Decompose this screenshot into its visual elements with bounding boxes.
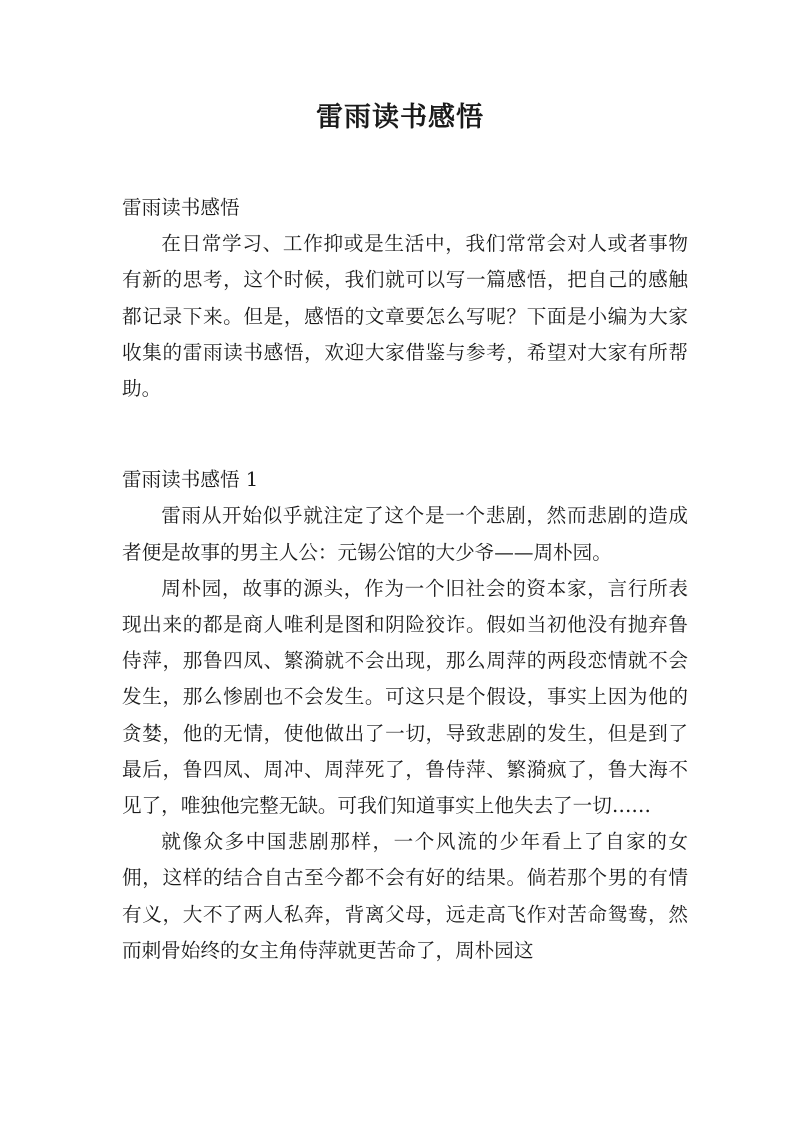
document-body (122, 190, 688, 969)
body-paragraph: 雷雨从开始似乎就注定了这个是一个悲剧，然而悲剧的造成者便是故事的男主人公：元锡公馆的大少爷——周朴园。 (122, 504, 688, 564)
body-paragraph: 就像众多中国悲剧那样，一个风流的少年看上了自家的女佣，这样的结合自古至今都不会有好的结果。倘若那个男的有情有义，大不了两人私奔，背离父母，远走高飞作对苦命鸳鸯，然而刺骨始终的女主角侍萍就更苦命了，周朴园这 (122, 830, 688, 962)
section-heading: 雷雨读书感悟 1 (122, 468, 259, 492)
intro-paragraph: 在日常学习、工作抑或是生活中，我们常常会对人或者事物有新的思考，这个时候，我们就可以写一篇感悟，把自己的感触都记录下来。但是，感悟的文章要怎么写呢？下面是小编为大家收集的雷雨读书感悟，欢迎大家借鉴与参考，希望对大家有所帮助。 (122, 232, 688, 401)
intro-heading: 雷雨读书感悟 (122, 196, 240, 219)
body-paragraph: 周朴园，故事的源头，作为一个旧社会的资本家，言行所表现出来的都是商人唯利是图和阴险狡诈。假如当初他没有抛弃鲁侍萍，那鲁四凤、繁漪就不会出现，那么周萍的两段恋情就不会发生，那么惨剧也不会发生。可这只是个假设，事实上因为他的贪婪，他的无情，使他做出了一切，导致悲剧的发生，但是到了最后，鲁四凤、周冲、周萍死了，鲁侍萍、繁漪疯了，鲁大海不见了，唯独他完整无缺。可我们知道事实上他失去了一切…… (122, 576, 688, 818)
document-title: 雷雨读书感悟 (316, 102, 484, 133)
section-spacer (122, 407, 688, 462)
